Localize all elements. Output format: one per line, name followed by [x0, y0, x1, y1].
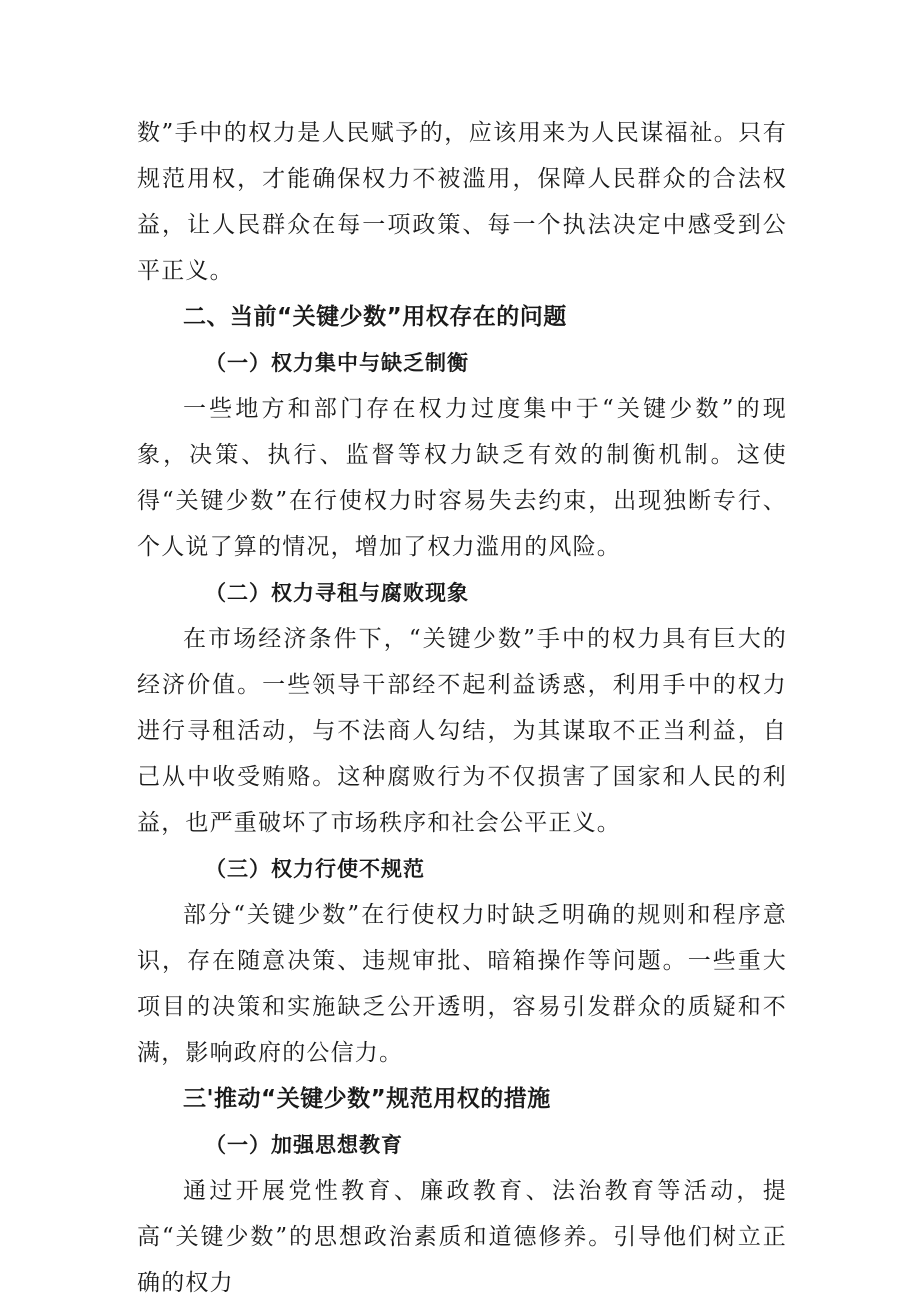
section-2-subheading-3: （三）权力行使不规范	[205, 856, 425, 881]
section-2-paragraph-3: 部分“关键少数”在行使权力时缺乏明确的规则和程序意识，存在随意决策、违规审批、暗箱操作等问题。一些重大项目的决策和实施缺乏公开透明，容易引发群众的质疑和不满，影响政府的公信力。	[137, 902, 787, 1066]
section-3-heading: 三'推动“关键少数”规范用权的措施	[183, 1086, 551, 1112]
section-2-subheading-2: （二）权力寻租与腐败现象	[205, 580, 469, 605]
document-page	[137, 110, 787, 1306]
intro-paragraph-continued: 数”手中的权力是人民赋予的，应该用来为人民谋福祉。只有规范用权，才能确保权力不被滥用，保障人民群众的合法权益，让人民群众在每一项政策、每一个执法决定中感受到公平正义。	[137, 120, 787, 284]
section-2-paragraph-1: 一些地方和部门存在权力过度集中于“关键少数”的现象，决策、执行、监督等权力缺乏有效的制衡机制。这使得“关键少数”在行使权力时容易失去约束，出现独断专行、个人说了算的情况，增加了权力滥用的风险。	[137, 396, 787, 560]
section-2-heading: 二、当前“关键少数”用权存在的问题	[183, 304, 567, 330]
section-2-paragraph-2: 在市场经济条件下，“关键少数”手中的权力具有巨大的经济价值。一些领导干部经不起利益诱惑，利用手中的权力进行寻租活动，与不法商人勾结，为其谋取不正当利益，自己从中收受贿赂。这种腐败行为不仅损害了国家和人民的利益，也严重破坏了市场秩序和社会公平正义。	[137, 626, 787, 836]
section-3-paragraph-1: 通过开展党性教育、廉政教育、法治教育等活动，提高“关键少数”的思想政治素质和道德修养。引导他们树立正确的权力	[137, 1178, 787, 1296]
section-2-subheading-1: （一）权力集中与缺乏制衡	[205, 350, 469, 375]
section-3-subheading-1: （一）加强思想教育	[205, 1132, 403, 1157]
